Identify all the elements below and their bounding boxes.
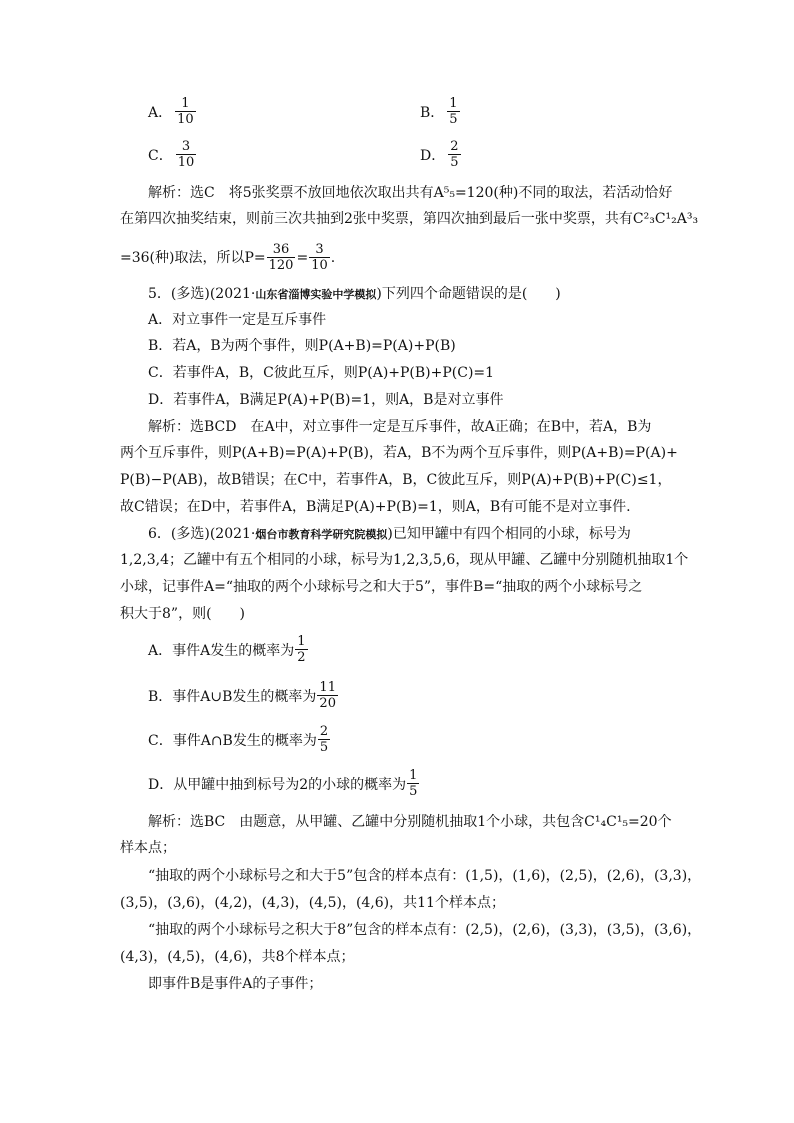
fraction-numerator: 2 [319,724,329,739]
q5-option-d: D．若事件A，B满足P(A)+P(B)=1，则A，B是对立事件 [148,392,504,408]
q4-option-b [420,96,461,127]
fraction-numerator: 1 [409,768,418,783]
fraction-numerator: 2 [450,139,459,154]
q6-option-d-text: D．从甲罐中抽到标号为2的小球的概率为 [148,776,407,793]
equals-sign: = [296,249,309,266]
fraction-denominator: 5 [449,112,458,127]
q4-solution-line-2: 在第四次抽奖结束，则前三次共抽到2张中奖票，第四次抽到最后一张中奖票，共有C²₃C¹₂A³₃ [120,211,699,227]
q6-option-a [148,634,309,665]
fraction-denominator: 5 [319,740,329,755]
q6-option-b [148,680,339,711]
fraction-numerator: 3 [181,139,191,154]
q6-stem-prefix: 6．(多选)(2021· [148,526,256,542]
q6-solution-line-7: 即事件B是事件A的子事件； [148,976,323,992]
q6-stem-line-4: 积大于8”，则( ) [120,606,245,622]
fraction-numerator: 1 [297,634,306,649]
q6-stem-line-2: 1,2,3,4；乙罐中有五个相同的小球，标号为1,2,3,5,6，现从甲罐、乙罐中分别随机抽取1个 [120,552,689,568]
q6-option-a-text: A．事件A发生的概率为 [148,642,295,659]
fraction-numerator: 36 [272,242,290,257]
q6-stem-line-1 [148,524,631,545]
q4-solution-line-1: 解析：选C 将5张奖票不放回地依次取出共有A⁵₅=120(种)不同的取法，若活动恰好 [148,185,673,201]
q4-option-d-label: D． [420,147,446,164]
q6-option-d [148,768,420,799]
q6-stem-text: )已知甲罐中有四个相同的小球，标号为 [387,526,631,542]
fraction-denominator: 20 [319,696,336,711]
q5-source: 山东省淄博实验中学模拟 [255,288,377,301]
q6-solution-line-3: “抽取的两个小球标号之和大于5”包含的样本点有：(1,5)，(1,6)，(2,5)，(2,6)，(3,3)， [148,868,702,884]
q6-solution-line-1: 解析：选BC 由题意，从甲罐、乙罐中分别随机抽取1个小球，共包含C¹₄C¹₅=20个 [148,814,672,830]
q4-option-a-label: A． [148,104,173,121]
q4-solution-line-3 [120,242,335,273]
q4-option-d-fraction [448,139,460,170]
fraction-denominator: 10 [177,112,194,127]
q4-option-b-fraction [447,96,459,127]
fraction-denominator: 120 [268,258,294,273]
q6-solution-line-4: (3,5)，(3,6)，(4,2)，(4,3)，(4,5)，(4,6)，共11个样本点； [120,895,505,911]
q5-stem-prefix: 5．(多选)(2021· [148,286,256,302]
q6-option-b-fraction [317,680,338,711]
q6-solution-line-6: (4,3)，(4,5)，(4,6)，共8个样本点； [120,949,355,965]
q5-stem-text: )下列四个命题错误的是( ) [376,286,561,302]
q5-solution-line-4: 故C错误；在D中，若事件A，B满足P(A)+P(B)=1，则A，B有可能不是对立事件. [120,499,631,515]
fraction-denominator: 2 [297,650,306,665]
q6-option-a-fraction [295,634,307,665]
q6-option-c [148,724,331,755]
q4-option-c-fraction [176,139,197,170]
q4-solution-line-3-text: =36(种)取法，所以P= [120,249,266,266]
q5-solution-line-2: 两个互斥事件，则P(A+B)=P(A)+P(B)，若A，B不为两个互斥事件，则P(A+B)=P(A)+ [120,445,678,461]
q6-option-c-text: C．事件A∩B发生的概率为 [148,732,317,749]
fraction-denominator: 10 [311,258,328,273]
q4-option-c-label: C． [148,147,173,164]
q6-option-d-fraction [407,768,419,799]
q4-option-a [148,96,197,127]
fraction-denominator: 10 [177,155,195,170]
q6-option-b-text: B．事件A∪B发生的概率为 [148,688,317,705]
fraction-denominator: 5 [450,155,459,170]
q4-option-a-fraction [175,96,196,127]
q4-option-d [420,139,462,170]
q4-option-c [148,139,197,170]
q4-option-b-label: B． [420,104,445,121]
q5-stem [148,284,561,305]
q5-option-b: B．若A，B为两个事件，则P(A+B)=P(A)+P(B) [148,338,456,354]
q5-solution-line-1: 解析：选BCD 在A中，对立事件一定是互斥事件，故A正确；在B中，若A，B为 [148,419,652,435]
fraction-numerator: 11 [319,680,336,695]
q6-option-c-fraction [318,724,330,755]
period: . [330,249,336,266]
fraction-numerator: 3 [315,242,324,257]
q6-source: 烟台市教育科学研究院模拟 [255,528,388,541]
q6-solution-line-5: “抽取的两个小球标号之积大于8”包含的样本点有：(2,5)，(2,6)，(3,3)，(3,5)，(3,6)， [148,922,702,938]
q5-solution-line-3: P(B)−P(AB)，故B错误；在C中，若事件A，B，C彼此互斥，则P(A)+P(B)+P(C)≤1， [120,472,672,488]
fraction-numerator: 1 [449,96,458,111]
q6-stem-line-3: 小球，记事件A=“抽取的两个小球标号之和大于5”，事件B=“抽取的两个小球标号之 [120,579,643,595]
q5-option-a: A．对立事件一定是互斥事件 [148,312,327,328]
q5-option-c: C．若事件A，B，C彼此互斥，则P(A)+P(B)+P(C)=1 [148,365,495,381]
q6-solution-line-2: 样本点； [120,840,176,856]
q4-solution-fraction-1 [267,242,296,273]
fraction-denominator: 5 [409,784,418,799]
fraction-numerator: 1 [181,96,190,111]
q4-solution-fraction-2 [309,242,330,273]
